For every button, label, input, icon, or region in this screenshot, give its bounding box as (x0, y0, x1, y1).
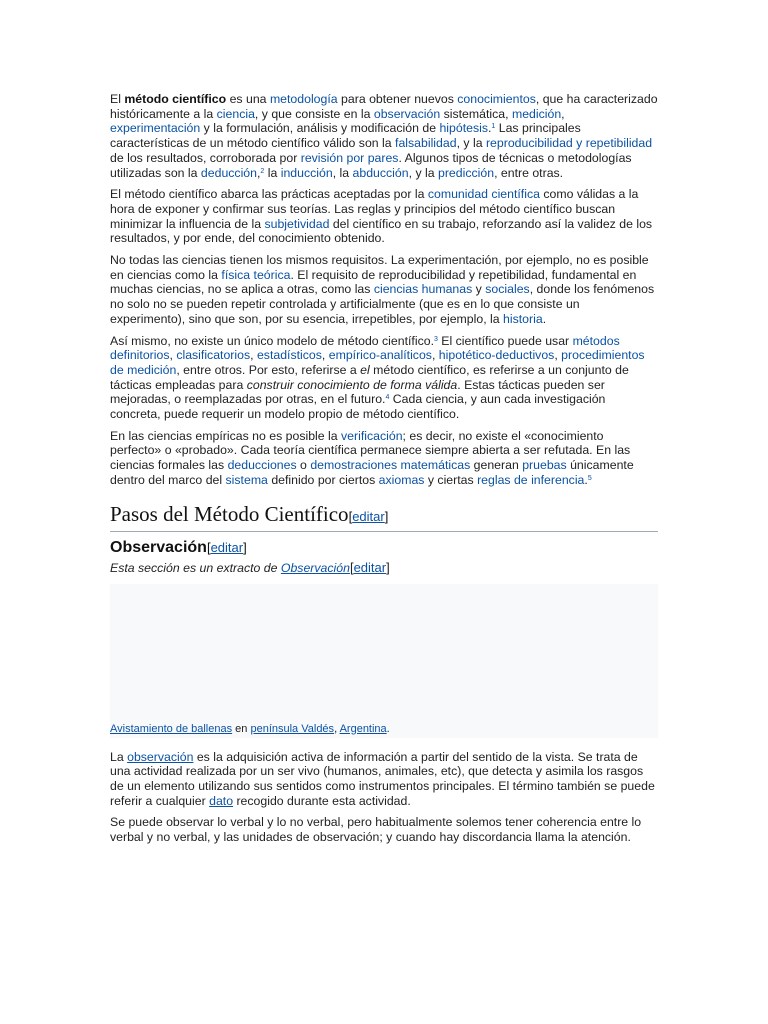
link-subjetividad[interactable]: subjetividad (264, 216, 330, 231)
link-procedimientos-medicion[interactable]: procedimientos de medición (110, 348, 645, 377)
intro-paragraph-3 (110, 253, 658, 327)
text: definido por ciertos (267, 472, 379, 487)
text: y la formulación, análisis y modificación de (200, 121, 440, 136)
italic-construir: construir conocimiento de forma válida (246, 377, 458, 392)
link-reproducibilidad[interactable]: reproducibilidad y repetibilidad (485, 136, 653, 151)
link-induccion[interactable]: inducción (280, 165, 333, 180)
link-empirico-analiticos[interactable]: empírico-analíticos (328, 348, 432, 363)
text: La (110, 749, 128, 764)
text: . Algunos tipos de técnicas o metodologías utilizadas son la (110, 150, 632, 180)
link-experimentacion[interactable]: experimentación (110, 121, 201, 136)
subsection-heading (110, 538, 658, 558)
observation-paragraph-1 (110, 750, 658, 809)
link-verificacion[interactable]: verificación (341, 428, 403, 443)
text: sistemática, (440, 106, 512, 121)
link-hipotetico-deductivos[interactable]: hipotético-deductivos (438, 348, 555, 363)
text: , (431, 348, 439, 363)
text: En las ciencias empíricas no es posible la (110, 428, 342, 443)
text: , (561, 106, 565, 121)
link-observacion[interactable]: observación (373, 106, 441, 121)
intro-paragraph-2 (110, 187, 658, 246)
text: para obtener nuevos (337, 92, 458, 106)
link-prediccion[interactable]: predicción (438, 165, 495, 180)
text: recogido durante esta actividad. (233, 793, 411, 808)
text: , (250, 348, 257, 363)
article-content (110, 92, 658, 852)
text: El (110, 92, 125, 106)
link-axiomas[interactable]: axiomas (378, 472, 425, 487)
text: , entre otros. Por esto, referirse a (176, 362, 361, 377)
figure-placeholder (110, 584, 658, 738)
text: , entre otras. (494, 165, 564, 180)
text: del científico en su trabajo, reforzando así la validez de los resultados, y por ende, del conocimiento obtenido. (110, 216, 653, 246)
text: , donde los fenómenos no solo no se pueden repetir controlada y artificialmente (que es en lo que consiste un experimento), sino que son, por su esencia, irrepetibles, por ejemplo, la (110, 282, 655, 326)
text: , y la (456, 136, 486, 151)
text: es la adquisición activa de información a partir del sentido de la vista. Se trata de una actividad realizada por un ser vivo (humanos, animales, etc), que detecta y asimila los rasgos de un elemento utilizando sus sentidos como instrumentos principales. El término también se puede referir a cualquier (110, 749, 655, 808)
excerpt-edit: [editar] (349, 559, 390, 575)
section-title: Pasos del Método Científico (110, 501, 349, 526)
link-dato[interactable]: dato (209, 793, 234, 808)
text: ; es decir, no existe el «conocimiento perfecto» o «probado». Cada teoría científica permanece siempre abierta a ser refutada. En las ciencias formales las (110, 428, 631, 473)
link-pruebas[interactable]: pruebas (522, 458, 567, 473)
link-ciencia[interactable]: ciencia (216, 106, 255, 121)
text: y ciertas (424, 472, 478, 487)
text: Se puede observar lo verbal y lo no verbal, pero habitualmente solemos tener coherencia entre lo verbal y no verbal, y las unidades de observación; y cuando hay discordancia llama la atención. (110, 815, 642, 845)
text: No todas las ciencias tienen los mismos requisitos. La experimentación, por ejemplo, no es posible en ciencias como la (110, 253, 649, 282)
link-deducciones[interactable]: deducciones (227, 458, 297, 473)
excerpt-link[interactable]: Observación (280, 560, 350, 575)
reference-5[interactable]: 5 (587, 474, 592, 482)
text: , (169, 348, 177, 363)
link-metodos-definitorios[interactable]: métodos definitorios (110, 333, 620, 363)
text: , (334, 722, 340, 735)
italic-el: el (360, 362, 370, 377)
text: en (232, 722, 251, 735)
link-deduccion[interactable]: deducción (200, 165, 257, 180)
link-estadisticos[interactable]: estadísticos (256, 348, 322, 363)
text: . (584, 472, 588, 487)
link-clasificatorios[interactable]: clasificatorios (176, 348, 251, 363)
link-falsabilidad[interactable]: falsabilidad (395, 136, 457, 151)
text: El método científico abarca las prácticas aceptadas por la (110, 187, 428, 202)
link-conocimientos[interactable]: conocimientos (457, 92, 536, 106)
caption-link-argentina[interactable]: Argentina (339, 722, 387, 735)
subsection-title: Observación (110, 538, 207, 556)
text: , y que consiste en la (254, 106, 374, 121)
text: , la (332, 165, 353, 180)
section-edit-link[interactable]: editar (352, 508, 385, 524)
link-sociales[interactable]: sociales (485, 282, 530, 297)
text: , que ha caracterizado históricamente a la (110, 92, 658, 121)
observation-paragraph-2 (110, 815, 658, 844)
reference-3[interactable]: 3 (433, 335, 438, 343)
link-demostraciones[interactable]: demostraciones matemáticas (310, 458, 471, 473)
excerpt-text: Esta sección es un extracto de (110, 560, 281, 575)
subsection-edit-link[interactable]: editar (210, 539, 244, 555)
text: . Estas tácticas pueden ser mejoradas, o reemplazadas por otras, en el futuro. (110, 377, 605, 407)
link-historia[interactable]: historia (503, 311, 543, 326)
excerpt-edit-link[interactable]: editar (353, 559, 387, 575)
link-revision-pares[interactable]: revisión por pares (300, 150, 399, 165)
link-hipotesis[interactable]: hipótesis (439, 121, 488, 136)
link-reglas-inferencia[interactable]: reglas de inferencia (477, 472, 585, 487)
text: Las principales características de un método científico válido son la (110, 121, 581, 151)
text: de los resultados, corroborada por (110, 150, 301, 165)
subsection-edit: [editar] (206, 539, 247, 555)
link-sistema[interactable]: sistema (225, 472, 268, 487)
figure-caption (110, 722, 390, 736)
reference-2[interactable]: 2 (260, 167, 265, 175)
text: Cada ciencia, y aun cada investigación concreta, puede requerir un modelo propio de método científico. (110, 392, 606, 422)
text: . (542, 311, 547, 326)
section-heading (110, 502, 658, 532)
text: . (386, 722, 390, 735)
text: , (321, 348, 329, 363)
text: únicamente dentro del marco del (110, 458, 634, 487)
text: y (472, 282, 486, 297)
text: Así mismo, no existe un único modelo de método científico. (110, 333, 434, 348)
link-fisica-teorica[interactable]: física teórica (221, 267, 291, 282)
link-comunidad-cientifica[interactable]: comunidad científica (427, 187, 540, 202)
link-abduccion[interactable]: abducción (352, 165, 409, 180)
section-edit: [editar] (348, 508, 389, 524)
link-metodologia[interactable]: metodología (269, 92, 338, 106)
intro-paragraph-1: El método científico es una metodología para obtener nuevos conocimientos, que ha caracterizado históricamente a la ciencia, y que consiste en la observación sistemática, medición, experimentación y la formulación, análisis y modificación de hipótesis.$^1$ Las principales características de un método científico válido son la falsabilidad, y la reproducibilidad y repetibilidad de los resultados, corroborada por revisión por pares. Algunos tipos de técnicas o metodologías utilizadas son la deducción,$^2$ la inducción, la abducción, y la predicción, entre otras. (110, 92, 658, 180)
text: El científico puede usar (437, 333, 573, 348)
text: es una (226, 92, 270, 106)
term-bold: método científico (124, 92, 227, 106)
excerpt-note (110, 560, 658, 576)
reference-1[interactable]: 1 (491, 123, 496, 131)
intro-paragraph-5 (110, 429, 658, 488)
caption-link-valdes[interactable]: península Valdés (250, 722, 335, 735)
caption-link-ballenas[interactable]: Avistamiento de ballenas (110, 722, 233, 735)
text: . El requisito de reproducibilidad y repetibilidad, fundamental en muchas ciencias, no se aplica a otras, como las (110, 267, 637, 297)
text: método científico, es referirse a un conjunto de tácticas empleadas para (110, 362, 629, 392)
text: , y la (408, 165, 438, 180)
text: o (296, 458, 311, 473)
reference-4[interactable]: 4 (385, 394, 390, 402)
intro-paragraph-4 (110, 334, 658, 422)
text: como válidas a la hora de exponer y confirmar sus teorías. Las reglas y principios del método científico buscan minimizar la influencia de la (110, 187, 639, 231)
link-observacion-body[interactable]: observación (127, 749, 194, 764)
text: generan (470, 458, 523, 473)
text: la (264, 165, 281, 180)
link-ciencias-humanas[interactable]: ciencias humanas (373, 282, 473, 297)
link-medicion[interactable]: medición (511, 106, 562, 121)
text: , (554, 348, 562, 363)
